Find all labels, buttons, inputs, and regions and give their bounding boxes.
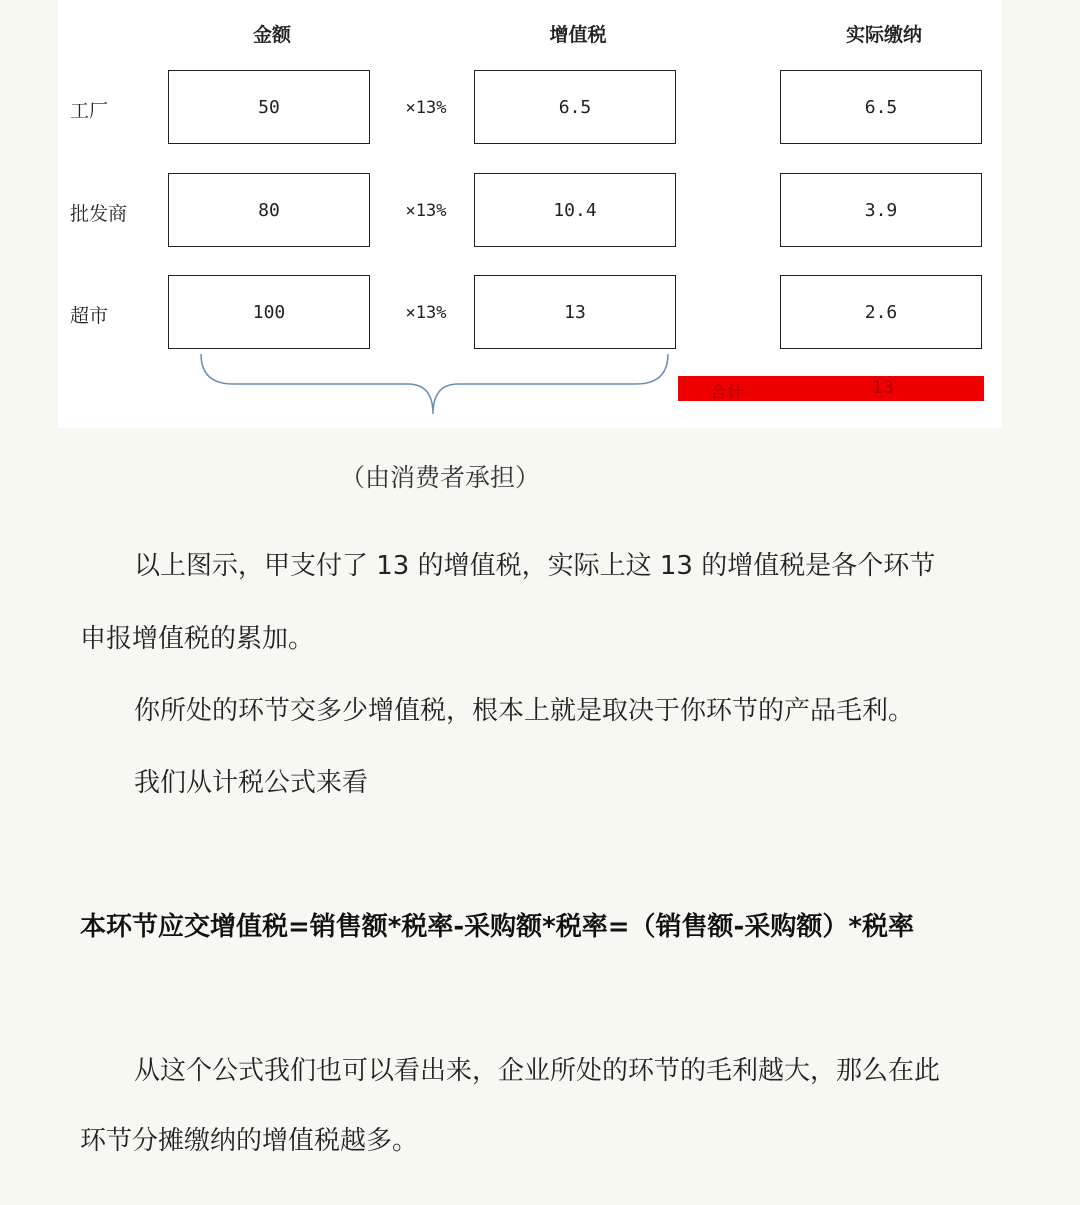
total-bar: [678, 376, 984, 401]
multiplier-wholesaler: ×13%: [405, 201, 447, 221]
paragraph-1-line-2: 申报增值税的累加。: [80, 624, 315, 654]
row-label-supermarket: 超市: [70, 305, 109, 327]
amount-box-wholesaler: 80: [168, 173, 370, 247]
vat-box-supermarket: 13: [474, 275, 676, 349]
paragraph-4-line-2: 环节分摊缴纳的增值税越多。: [80, 1126, 419, 1156]
header-vat: 增值税: [549, 24, 607, 46]
amount-box-supermarket: 100: [168, 275, 370, 349]
paragraph-3: 我们从计税公式来看: [134, 768, 369, 798]
paragraph-1-line-1: 以上图示，甲支付了 13 的增值税，实际上这 13 的增值税是各个环节: [134, 551, 936, 581]
row-label-factory: 工厂: [70, 100, 109, 122]
actual-box-factory: 6.5: [780, 70, 982, 144]
actual-box-supermarket: 2.6: [780, 275, 982, 349]
row-label-wholesaler: 批发商: [70, 203, 128, 225]
paragraph-2: 你所处的环节交多少增值税，根本上就是取决于你环节的产品毛利。: [134, 696, 915, 726]
total-label: 合计: [710, 383, 744, 403]
curly-brace: [198, 352, 674, 422]
header-amount: 金额: [252, 24, 291, 46]
amount-box-factory: 50: [168, 70, 370, 144]
vat-box-wholesaler: 10.4: [474, 173, 676, 247]
vat-box-factory: 6.5: [474, 70, 676, 144]
paragraph-4-line-1: 从这个公式我们也可以看出来，企业所处的环节的毛利越大，那么在此: [134, 1056, 941, 1086]
multiplier-factory: ×13%: [405, 98, 447, 118]
formula: 本环节应交增值税=销售额*税率-采购额*税率=（销售额-采购额）*税率: [80, 912, 914, 942]
caption: （由消费者承担）: [339, 463, 540, 492]
header-actual: 实际缴纳: [845, 24, 922, 46]
actual-box-wholesaler: 3.9: [780, 173, 982, 247]
multiplier-supermarket: ×13%: [405, 303, 447, 323]
vat-diagram: [58, 0, 1002, 428]
total-value: 13: [872, 378, 894, 398]
